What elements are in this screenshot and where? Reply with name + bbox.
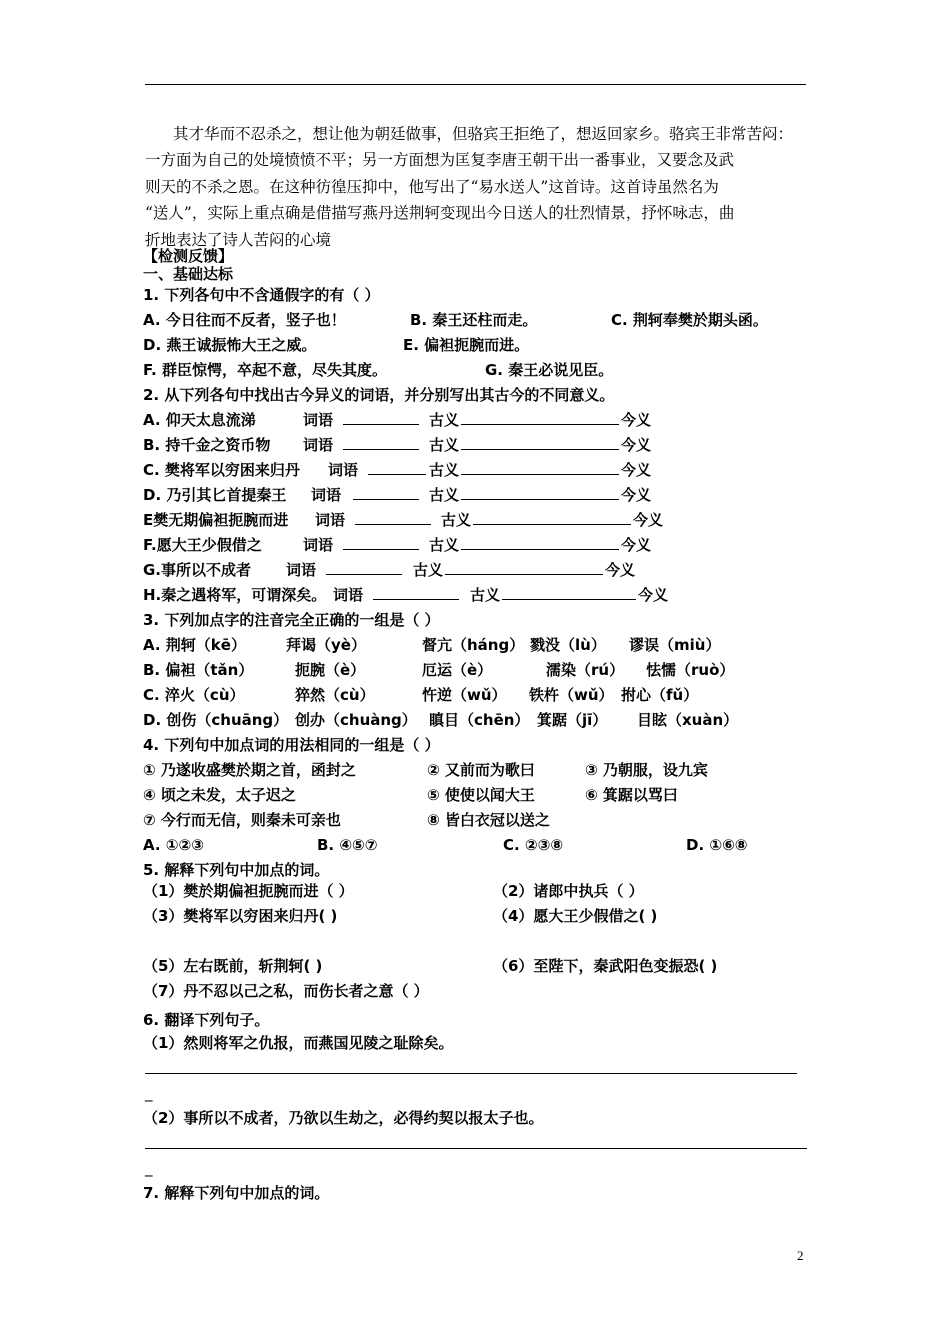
q4-stem: 4. 下列句中加点词的用法相同的一组是（ ） [143, 736, 440, 754]
intro-line: 一方面为自己的处境愤愤不平；另一方面想为匡复李唐王朝干出一番事业，又要念及武 [145, 151, 735, 170]
q4-sentence: ⑥ 箕踞以骂曰 [585, 786, 678, 804]
ancient-blank[interactable] [461, 434, 619, 450]
q4-sentence: ② 又前而为歌曰 [427, 761, 535, 779]
q6-sentence: （2）事所以不成者，乃欲以生劫之，必得约契以报太子也。 [143, 1109, 544, 1127]
q2-item: F.愿大王少假借之 词语 古义 今义 [143, 536, 652, 554]
word-blank[interactable] [368, 459, 426, 475]
answer-line-end: _ [145, 1159, 153, 1177]
q5-stem: 5. 解释下列句中加点的词。 [143, 861, 330, 879]
q3-row-c: C. 淬火（cù） 猝然（cù） 忤逆（wǔ） 铁杵（wǔ） 拊心（fǔ） [143, 686, 699, 704]
ancient-blank[interactable] [445, 559, 603, 575]
answer-line[interactable] [145, 1148, 807, 1149]
header-rule [145, 84, 806, 85]
section-title: 【检测反馈】 [143, 247, 234, 265]
q4-sentence: ⑦ 今行而无信，则秦未可亲也 [143, 811, 341, 829]
q3-row-d: D. 创伤（chuāng） 创办（chuàng） 瞋目（chēn） 箕踞（jī） 目眩（xuàn） [143, 711, 739, 729]
q4-sentence: ③ 乃朝服，设九宾 [585, 761, 708, 779]
intro-line: 则天的不杀之恩。在这种彷徨压抑中，他写出了“易水送人”这首诗。这首诗虽然名为 [145, 177, 719, 196]
q2-item: A. 仰天太息流涕 词语 古义 今义 [143, 411, 652, 429]
ancient-blank[interactable] [461, 459, 619, 475]
answer-line[interactable] [145, 1073, 797, 1074]
q1-option-g: G. 秦王必说见臣。 [485, 361, 614, 379]
word-blank[interactable] [353, 484, 419, 500]
q4-sentence: ⑤ 使使以闻大王 [427, 786, 535, 804]
q4-sentence: ⑧ 皆白衣冠以送之 [427, 811, 550, 829]
q5-item: （7）丹不忍以己之私，而伤长者之意（ ） [143, 982, 429, 1000]
q1-option-d: D. 燕王诚振怖大王之威。 [143, 336, 317, 354]
word-blank[interactable] [355, 509, 431, 525]
ancient-blank[interactable] [502, 584, 636, 600]
q4-option-b: B. ④⑤⑦ [317, 836, 378, 854]
q1-option-b: B. 秦王还柱而走。 [410, 311, 538, 329]
ancient-blank[interactable] [461, 484, 619, 500]
q1-stem: 1. 下列各句中不含通假字的有（ ） [143, 286, 380, 304]
q7-stem: 7. 解释下列句中加点的词。 [143, 1184, 330, 1202]
q5-item: （3）樊将军以穷困来归丹( ) [143, 907, 338, 925]
page-number: 2 [797, 1248, 804, 1263]
q2-item: B. 持千金之资币物 词语 古义 今义 [143, 436, 652, 454]
q4-option-d: D. ①⑥⑧ [686, 836, 748, 854]
q6-stem: 6. 翻译下列句子。 [143, 1011, 270, 1029]
q4-option-c: C. ②③⑧ [503, 836, 564, 854]
q1-option-e: E. 偏袒扼腕而进。 [403, 336, 530, 354]
word-blank[interactable] [373, 584, 459, 600]
word-blank[interactable] [343, 409, 419, 425]
word-blank[interactable] [343, 434, 419, 450]
word-blank[interactable] [343, 534, 419, 550]
q2-stem: 2. 从下列各句中找出古今异义的词语，并分别写出其古今的不同意义。 [143, 386, 615, 404]
q5-item: （1）樊於期偏袒扼腕而进（ ） [143, 882, 354, 900]
q4-sentence: ① 乃遂收盛樊於期之首，函封之 [143, 761, 356, 779]
intro-line: “送人”，实际上重点确是借描写燕丹送荆轲变现出今日送人的壮烈情景，抒怀咏志，曲 [145, 204, 735, 223]
ancient-blank[interactable] [461, 534, 619, 550]
answer-line-end: _ [145, 1084, 153, 1102]
word-blank[interactable] [326, 559, 402, 575]
q2-item: E樊无期偏袒扼腕而进 词语 古义 今义 [143, 511, 664, 529]
q2-item: C. 樊将军以穷困来归丹 词语 古义 今义 [143, 461, 652, 479]
q4-sentence: ④ 顷之未发，太子迟之 [143, 786, 296, 804]
q5-item: （4）愿大王少假借之( ) [493, 907, 658, 925]
q6-sentence: （1）然则将军之仇报，而燕国见陵之耻除矣。 [143, 1034, 454, 1052]
q3-stem: 3. 下列加点字的注音完全正确的一组是（ ） [143, 611, 440, 629]
q5-item: （5）左右既前，斩荆轲( ) [143, 957, 323, 975]
intro-line: 折地表达了诗人苦闷的心境 [145, 230, 332, 249]
q2-item: H.秦之遇将军，可谓深矣。 词语 古义 今义 [143, 586, 669, 604]
q5-item: （6）至陛下，秦武阳色变振恐( ) [493, 957, 718, 975]
q1-option-f: F. 群臣惊愕，卒起不意，尽失其度。 [143, 361, 387, 379]
ancient-blank[interactable] [473, 509, 631, 525]
intro-paragraph [145, 121, 815, 253]
part-one-title: 一、基础达标 [143, 265, 234, 283]
q2-item: G.事所以不成者 词语 古义 今义 [143, 561, 636, 579]
q2-item: D. 乃引其匕首提秦王 词语 古义 今义 [143, 486, 652, 504]
q1-option-c: C. 荆轲奉樊於期头函。 [611, 311, 768, 329]
intro-line: 其才华而不忍杀之，想让他为朝廷做事，但骆宾王拒绝了，想返回家乡。骆宾王非常苦闷： [173, 125, 794, 143]
q1-option-a: A. 今日往而不反者，竖子也！ [143, 311, 346, 329]
q4-option-a: A. ①②③ [143, 836, 204, 854]
ancient-blank[interactable] [461, 409, 619, 425]
q3-row-b: B. 偏袒（tǎn） 扼腕（è） 厄运（è） 濡染（rú） 怯懦（ruò） [143, 661, 735, 679]
q5-item: （2）诸郎中执兵（ ） [493, 882, 644, 900]
q3-row-a: A. 荆轲（kē） 拜谒（yè） 督亢（háng） 戮没（lù） 谬误（miù） [143, 636, 721, 654]
